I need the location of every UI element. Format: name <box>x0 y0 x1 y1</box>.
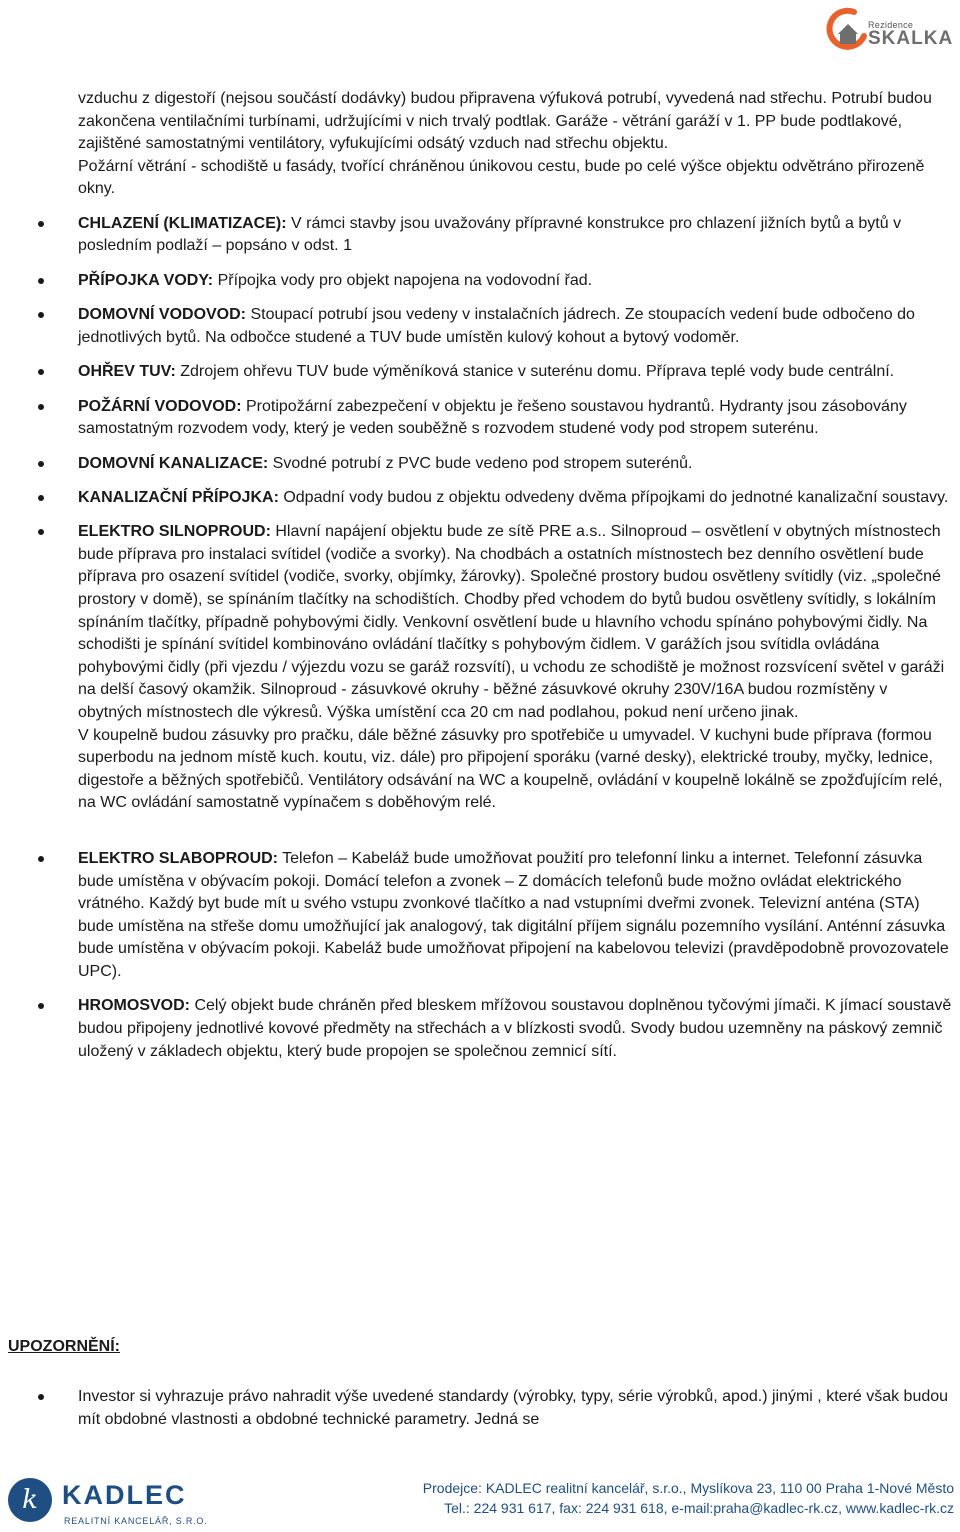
spec-list <box>0 213 960 1063</box>
list-item <box>0 995 954 1063</box>
item-title: OHŘEV TUV: <box>78 363 176 381</box>
item-text: Celý objekt bude chráněn před bleskem mřížovou soustavou doplněnou tyčovými jímači. K jímací soustavě budou připojeny jednotlivé kovové předměty na střechách a v blízkosti svodů. Svody budou uzemněny na páskový zemnič uložený v základech objektu, který bude propojen se společnou zemnicí sítí. <box>78 997 952 1060</box>
logo-small-text: Rezidence <box>868 20 914 30</box>
bullet-icon <box>38 369 44 375</box>
item-text: Hlavní napájení objektu bude ze sítě PRE a.s.. Silnoproud – osvětlení v obytných místnostech bude příprava pro instalaci svítidel (vodiče a svorky). Na chodbách a ostatních místnostech bez denního osvětlení bude příprava pro osazení svítidel (vodiče, svorky, objímky, žárovky). Společné prostory budou osvětleny svítidly (viz. „společné prostory v domě), se spínáním tlačítky na schodištích. Chodby před vchodem do bytů budou osvětleny svítidly, s lokálním spínáním tlačítky, případně pohybovými čidly. Venkovní osvětlení bude u hlavního vchodu spínáno pohybovými čidly. Na schodišti je spínání svítidel kombinováno ovládání tlačítky s pohybovým čidlem. V garážích jsou svítidla ovládána pohybovými čidly (při vjezdu / výjezdu vozu se garáž rozsvítí), u vchodu ze schodiště je možnost rozsvícení světel v garáži na delší časový okamžik. Silnoproud - zásuvkové okruhy - běžné zásuvkové okruhy 230V/16A budou rozmístěny v obytných místnostech dle výkresů. Výška umístění cca 20 cm nad podlahou, pokud není určeno jinak. <box>78 523 945 722</box>
document-body <box>0 88 960 1063</box>
contact-info <box>423 1478 954 1518</box>
contact-line: Tel.: 224 931 617, fax: 224 931 618, e-mail:praha@kadlec-rk.cz, www.kadlec-rk.cz <box>444 1500 954 1516</box>
item-text: Telefon – Kabeláž bude umožňovat použití pro telefonní linku a internet. Telefonní zásuvka bude umístěna v obývacím pokoji. Domácí telefon a zvonek – Z domácích telefonů bude možno ovládat elektrického vrátného. Každý byt bude mít u svého vstupu zvonkové tlačítko a nad vstupními dveřmi zvonek. Televizní anténa (STA) bude umístěna na střeše domu umožňující jak analogový, tak digitální příjem signálu pozemního vysílání. Anténní zásuvka bude umístěna v obývacím pokoji. Kabeláž bude umožňovat připojení na kabelovou televizi (pravděpodobně provozovatele UPC). <box>78 850 949 980</box>
list-item <box>0 1386 954 1431</box>
bullet-icon <box>38 529 44 535</box>
list-item <box>0 396 954 441</box>
kadlec-brand: KADLEC <box>62 1480 187 1510</box>
item-title: POŽÁRNÍ VODOVOD: <box>78 397 242 415</box>
item-text: Svodné potrubí z PVC bude vedeno pod stropem suterénů. <box>268 454 693 472</box>
page-footer <box>0 1470 960 1532</box>
item-title: CHLAZENÍ (KLIMATIZACE): <box>78 214 287 232</box>
item-text: V rámci stavby jsou uvažovány přípravné konstrukce pro chlazení jižních bytů a bytů v posledním podlaží – popsáno v odst. 1 <box>78 214 902 255</box>
item-text: Investor si vyhrazuje právo nahradit výše uvedené standardy (výrobky, typy, série výrobků, apod.) jinými , které však budou mít obdobné vlastnosti a obdobné technické parametry. Jedná se <box>78 1388 949 1428</box>
list-item <box>0 304 954 349</box>
warning-list <box>0 1386 960 1431</box>
item-title: ELEKTRO SLABOPROUD: <box>78 850 278 867</box>
bullet-icon <box>38 278 44 284</box>
bullet-icon <box>38 221 44 227</box>
kadlec-subtitle: REALITNÍ KANCELÁŘ, S.R.O. <box>64 1516 208 1526</box>
item-title: HROMOSVOD: <box>78 997 190 1015</box>
kadlec-logo <box>8 1478 208 1532</box>
bullet-icon <box>38 312 44 318</box>
item-title: DOMOVNÍ KANALIZACE: <box>78 454 269 472</box>
logo-brand-text: SKALKA <box>868 28 954 49</box>
list-item <box>0 270 954 293</box>
bullet-icon <box>38 856 44 862</box>
list-item <box>0 487 954 510</box>
item-text: Zdrojem ohřevu TUV bude výměníková stanice v suterénu domu. Příprava teplé vody bude centrální. <box>175 363 895 381</box>
item-text-continued: V koupelně budou zásuvky pro pračku, dále běžné zásuvky pro spotřebiče u umyvadel. V kuchyni bude příprava (formou superbodu na jednom místě kuch. koutu, viz. dále) pro připojení sporáku (varné desky), elektrické trouby, myčky, lednice, digestoře a běžných spotřebičů. Ventilátory odsávání na WC a koupelně, ovládání v koupelně lokálně se zpožďujícím relé, na WC ovládání samostatně vypínačem s doběhovým relé. <box>78 726 943 812</box>
item-text: Odpadní vody budou z objektu odvedeny dvěma přípojkami do jednotné kanalizační soustavy. <box>278 488 949 506</box>
bullet-icon <box>38 461 44 467</box>
item-title: PŘÍPOJKA VODY: <box>78 271 214 289</box>
item-title: ELEKTRO SILNOPROUD: <box>78 523 271 541</box>
list-item <box>0 848 954 984</box>
intro-paragraph-2: Požární větrání - schodiště u fasády, tvořící chráněnou únikovou cestu, bude po celé výšce objektu odvětráno přirozeně okny. <box>78 157 925 198</box>
intro-paragraph-1: vzduchu z digestoří (nejsou součástí dodávky) budou připravena výfuková potrubí, vyvedená nad střechu. Potrubí budou zakončena ventilačními turbínami, udržujícími v nich trvalý podtlak. Garáže - větrání garáží v 1. PP bude podtlakové, zajištěné samostatnými ventilátory, vyfukujícími odsátý vzduch nad střechu objektu. <box>78 90 932 153</box>
skalka-swirl-icon <box>824 6 868 52</box>
address-line: Prodejce: KADLEC realitní kancelář, s.r.o., Myslíkova 23, 110 00 Praha 1-Nové Město <box>422 1480 954 1496</box>
list-item <box>0 361 954 384</box>
warning-heading: UPOZORNĚNÍ: <box>8 1338 120 1355</box>
bullet-icon <box>38 495 44 501</box>
item-text: Přípojka vody pro objekt napojena na vodovodní řad. <box>213 271 593 289</box>
list-item <box>0 521 954 815</box>
item-text: Protipožární zabezpečení v objektu je řešeno soustavou hydrantů. Hydranty jsou zásobovány samostatným rozvodem vody, který je veden souběžně s rozvodem studené vody pod stropem suterénu. <box>78 397 907 438</box>
kadlec-emblem-icon: k <box>8 1478 52 1522</box>
rezidence-skalka-logo <box>824 4 952 56</box>
item-title: KANALIZAČNÍ PŘÍPOJKA: <box>78 488 279 506</box>
list-item <box>0 453 954 476</box>
list-item <box>0 213 954 258</box>
bullet-icon <box>38 1003 44 1009</box>
item-title: DOMOVNÍ VODOVOD: <box>78 306 247 324</box>
bullet-icon <box>38 404 44 410</box>
bullet-icon <box>38 1394 44 1400</box>
item-text: Stoupací potrubí jsou vedeny v instalačních jádrech. Ze stoupacích vedení bude odbočeno do jednotlivých bytů. Na odbočce studené a TUV bude umístěn kulový kohout a bytový vodoměr. <box>78 306 915 346</box>
